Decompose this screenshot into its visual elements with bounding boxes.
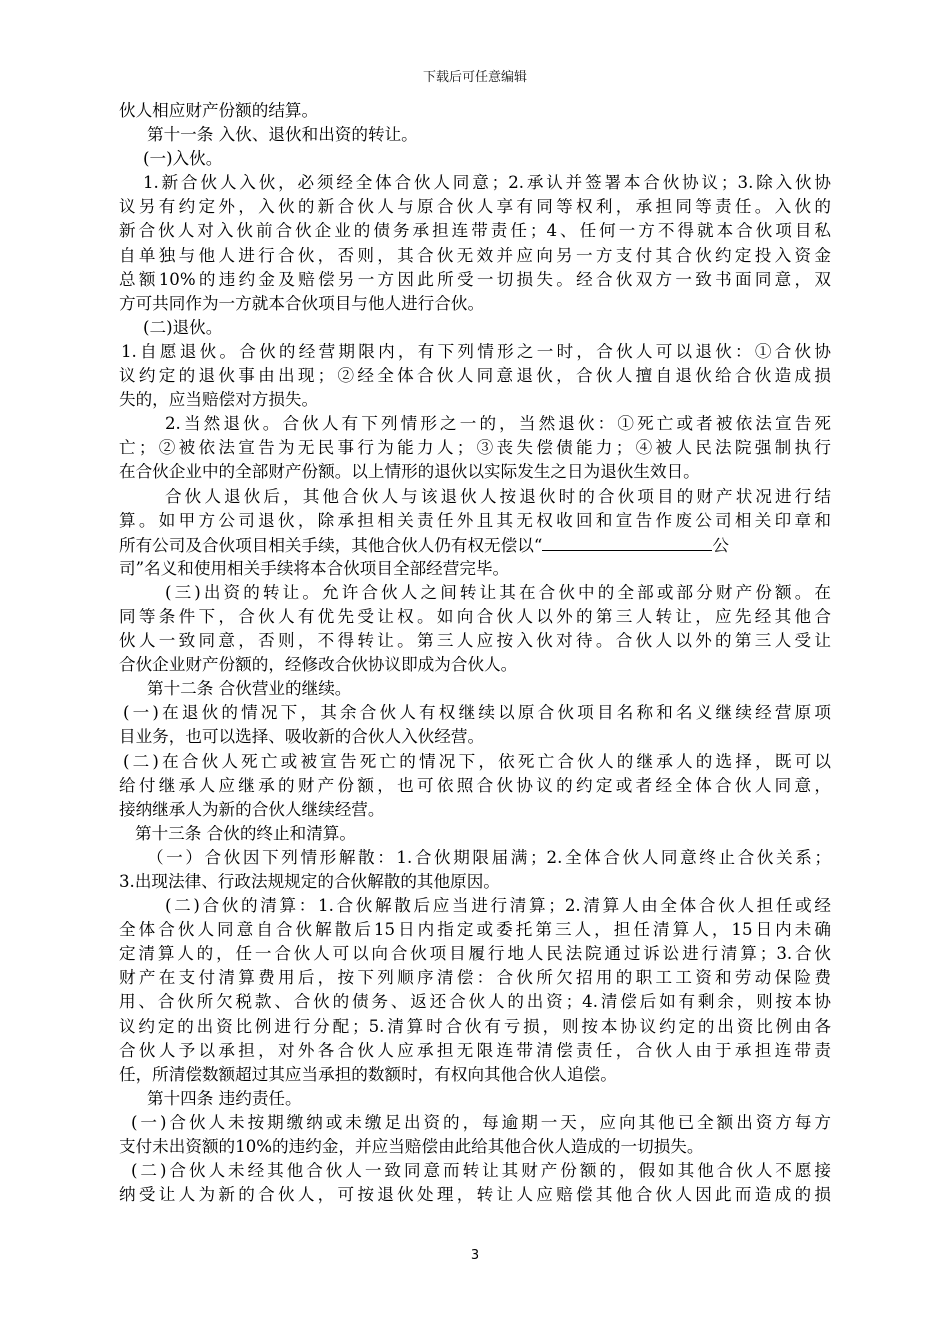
text-line: 定清算人的，任一合伙人可以向合伙项目履行地人民法院通过诉讼进行清算；3.合伙 — [119, 944, 831, 964]
text-line: 纳受让人为新的合伙人，可按退伙处理，转让人应赔偿其他合伙人因此而造成的损 — [119, 1185, 831, 1205]
text-line: 第十二条 合伙营业的继续。 — [147, 679, 352, 699]
text-line: 伙人一致同意，否则，不得转让。第三人应按入伙对待。合伙人以外的第三人受让 — [119, 631, 831, 651]
text-line: (一)在退伙的情况下，其余合伙人有权继续以原合伙项目名称和名义继续经营原项 — [123, 703, 831, 723]
text-line: 目业务，也可以选择、吸收新的合伙人入伙经营。 — [119, 727, 485, 747]
text-line: 第十三条 合伙的终止和清算。 — [135, 823, 356, 843]
text-line: 议另有约定外，入伙的新合伙人与原合伙人享有同等权利，承担同等责任。入伙的 — [119, 197, 831, 217]
text-line: 新合伙人对入伙前合伙企业的债务承担连带责任；4、任何一方不得就本合伙项目私 — [119, 221, 831, 241]
text-line: 方可共同作为一方就本合伙项目与他人进行合伙。 — [119, 293, 485, 313]
text-line: (二)在合伙人死亡或被宣告死亡的情况下，依死亡合伙人的继承人的选择，既可以 — [123, 751, 831, 771]
text-line: 1.新合伙人入伙，必须经全体合伙人同意；2.承认并签署本合伙协议；3.除入伙协 — [143, 173, 831, 193]
text-line: 合伙人予以承担，对外各合伙人应承担无限连带清偿责任，合伙人由于承担连带责 — [119, 1040, 831, 1060]
text-line: (二)合伙人未经其他合伙人一致同意而转让其财产份额的，假如其他合伙人不愿接 — [131, 1161, 831, 1181]
text-line: (一)合伙人未按期缴纳或未缴足出资的，每逾期一天，应向其他已全额出资方每方 — [131, 1112, 831, 1132]
text-line: 伙人相应财产份额的结算。 — [119, 101, 319, 120]
text-line: 接纳继承人为新的合伙人继续经营。 — [119, 799, 385, 819]
text-line: 失的，应当赔偿对方损失。 — [119, 390, 319, 410]
text-line: 合伙人退伙后，其他合伙人与该退伙人按退伙时的合伙项目的财产状况进行结 — [165, 486, 831, 506]
text-line: 议约定的出资比例进行分配；5.清算时合伙有亏损，则按本协议约定的出资比例由各 — [119, 1016, 831, 1036]
text-line: 司”名义和使用相关手续将本合伙项目全部经营完毕。 — [119, 558, 510, 578]
text-line: 全体合伙人同意自合伙解散后15日内指定或委托第三人，担任清算人，15日内未确 — [119, 920, 831, 940]
text-line: (二)退伙。 — [143, 317, 223, 337]
text-line: （一）合伙因下列情形解散：1.合伙期限届满；2.全体合伙人同意终止合伙关系； — [147, 847, 831, 867]
text-line: 第十四条 违约责任。 — [147, 1088, 302, 1108]
text-line: (三)出资的转让。允许合伙人之间转让其在合伙中的全部或部分财产份额。在 — [165, 582, 831, 602]
text-line: 议约定的退伙事由出现；②经全体合伙人同意退伙，合伙人擅自退伙给合伙造成损 — [119, 366, 831, 386]
text-line: 2.当然退伙。合伙人有下列情形之一的，当然退伙：①死亡或者被依法宣告死 — [165, 414, 831, 434]
text-line: 用、合伙所欠税款、合伙的债务、返还合伙人的出资；4.清偿后如有剩余，则按本协 — [119, 992, 831, 1012]
text-line: 第十一条 入伙、退伙和出资的转让。 — [147, 125, 418, 145]
document-body — [119, 99, 831, 1207]
text-line: 3.出现法律、行政法规规定的合伙解散的其他原因。 — [119, 872, 500, 891]
text-line: 亡；②被依法宣告为无民事行为能力人；③丧失偿债能力；④被人民法院强制执行 — [119, 438, 831, 458]
text-segment: 所有公司及合伙项目相关手续，其他合伙人仍有权无偿以“ — [119, 535, 543, 555]
text-line: (一)入伙。 — [143, 149, 223, 169]
text-line: 财产在支付清算费用后，按下列顺序清偿：合伙所欠招用的职工工资和劳动保险费 — [119, 968, 831, 988]
text-line: 1.自愿退伙。合伙的经营期限内，有下列情形之一时，合伙人可以退伙：①合伙协 — [121, 341, 831, 361]
fill-in-blank — [542, 533, 712, 551]
text-line: 支付未出资额的10%的违约金，并应当赔偿由此给其他合伙人造成的一切损失。 — [119, 1137, 704, 1157]
text-line: 给付继承人应继承的财产份额，也可依照合伙协议的约定或者经全体合伙人同意， — [119, 775, 831, 795]
text-line: 合伙企业财产份额的，经修改合伙协议即成为合伙人。 — [119, 655, 518, 675]
page-number: 3 — [470, 1248, 480, 1263]
page-header: 下载后可任意编辑 — [422, 70, 527, 85]
text-line: 同等条件下，合伙人有优先受让权。如向合伙人以外的第三人转让，应先经其他合 — [119, 606, 831, 626]
text-line — [119, 533, 831, 557]
text-line: 在合伙企业中的全部财产份额。以上情形的退伙以实际发生之日为退伙生效日。 — [119, 462, 700, 482]
text-line: 自单独与他人进行合伙，否则，其合伙无效并应向另一方支付其合伙约定投入资金 — [119, 245, 831, 265]
text-line: (二)合伙的清算：1.合伙解散后应当进行清算；2.清算人由全体合伙人担任或经 — [165, 896, 831, 916]
text-line: 算。如甲方公司退伙，除承担相关责任外且其无权收回和宣告作废公司相关印章和 — [119, 510, 831, 530]
text-segment: 公 — [712, 535, 729, 555]
text-line: 总额10%的违约金及赔偿另一方因此所受一切损失。经合伙双方一致书面同意，双 — [119, 269, 831, 289]
text-line: 任，所清偿数额超过其应当承担的数额时，有权向其他合伙人追偿。 — [119, 1064, 617, 1084]
